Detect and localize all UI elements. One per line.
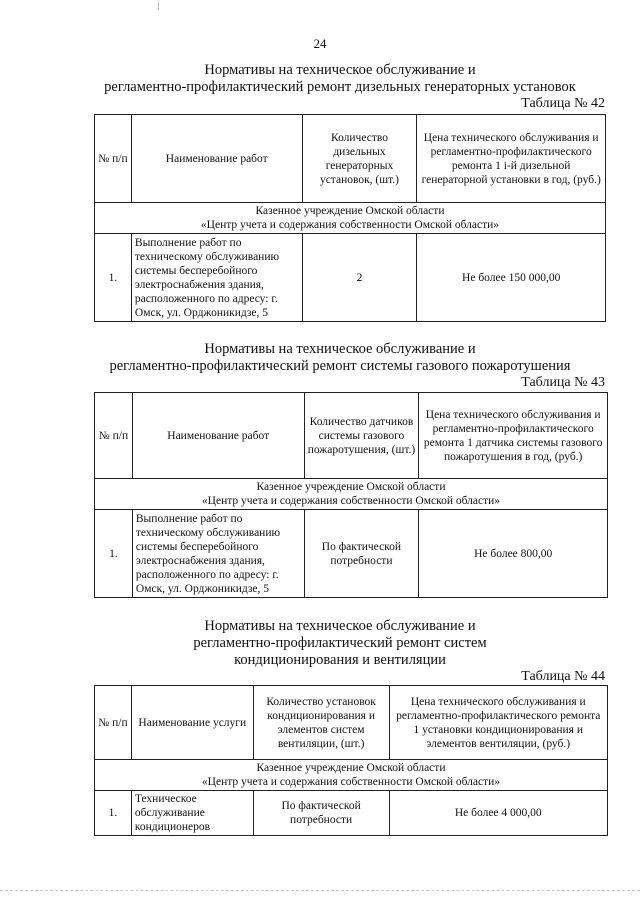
title-line: кондиционирования и вентиляции [234,652,446,668]
row-qty: 2 [302,234,417,322]
header-qty: Количество датчиков системы газового пожаротушения, (шт.) [304,393,419,479]
table-header-row [95,115,606,203]
title-line: Нормативы на техническое обслуживание и [204,341,476,357]
header-num: № п/п [95,393,133,479]
institution-cell [95,760,608,791]
row-qty: По фактической потребности [253,791,389,836]
institution-line: «Центр учета и содержания собственности Омской области» [201,495,501,507]
header-name: Наименование работ [131,115,302,203]
header-price: Цена технического обслуживания и регламентно-профилактического ремонта 1 датчика системы газового пожаротушения в год, (руб.) [419,393,608,479]
title-line: Нормативы на техническое обслуживание и [204,62,476,78]
title-line: регламентно-профилактический ремонт систем [193,635,487,651]
header-num: № п/п [95,686,132,760]
table-number-44: Таблица № 44 [521,669,605,684]
section-title-43 [60,341,620,375]
table-header-row [95,686,608,760]
scan-mark [158,2,159,10]
table-header-row [95,393,608,479]
institution-cell [95,203,606,234]
title-line: регламентно-профилактический ремонт дизельных генераторных установок [104,79,576,95]
header-price: Цена технического обслуживания и регламентно-профилактического ремонта 1 i-й дизельной генераторной установки в год, (руб.) [417,115,606,203]
institution-line: Казенное учреждение Омской области [256,762,446,774]
row-price: Не более 4 000,00 [389,791,607,836]
row-num: 1. [95,234,132,322]
row-qty: По фактической потребности [304,510,419,598]
section-title-44 [60,618,620,669]
institution-cell [95,479,608,510]
table-42 [94,114,606,322]
institution-row [95,760,608,791]
table-row [95,791,608,836]
row-price: Не более 150 000,00 [417,234,606,322]
scan-edge-divider [0,890,640,891]
table-44 [94,685,608,836]
row-name: Техническое обслуживание кондиционеров [131,791,253,836]
row-name: Выполнение работ по техническому обслуживанию системы бесперебойного электроснабжения здания, расположенного по адресу: г. Омск, ул. Орджоникидзе, 5 [131,234,302,322]
institution-row [95,203,606,234]
table-number-42: Таблица № 42 [521,96,605,111]
row-num: 1. [95,791,132,836]
section-title-42 [60,62,620,96]
row-price: Не более 800,00 [419,510,608,598]
institution-row [95,479,608,510]
header-qty: Количество дизельных генераторных установок, (шт.) [302,115,417,203]
institution-line: «Центр учета и содержания собственности Омской области» [200,219,500,231]
table-row [95,234,606,322]
header-price: Цена технического обслуживания и регламентно-профилактического ремонта 1 установки кондиционирования и элементов вентиляции, (руб.) [389,686,607,760]
page-number: 24 [313,36,327,51]
header-name: Наименование услуги [131,686,253,760]
institution-line: Казенное учреждение Омской области [255,205,445,217]
header-qty: Количество установок кондиционирования и элементов систем вентиляции, (шт.) [253,686,389,760]
institution-line: Казенное учреждение Омской области [256,481,446,493]
title-line: регламентно-профилактический ремонт системы газового пожаротушения [109,358,571,374]
title-line: Нормативы на техническое обслуживание и [204,618,476,634]
row-num: 1. [95,510,133,598]
table-number-43: Таблица № 43 [521,375,605,390]
header-num: № п/п [95,115,132,203]
table-row [95,510,608,598]
institution-line: «Центр учета и содержания собственности Омской области» [201,776,501,788]
header-name: Наименование работ [132,393,304,479]
table-43 [94,392,608,598]
row-name: Выполнение работ по техническому обслуживанию системы бесперебойного электроснабжения здания, расположенного по адресу: г. Омск, ул. Орджоникидзе, 5 [132,510,304,598]
